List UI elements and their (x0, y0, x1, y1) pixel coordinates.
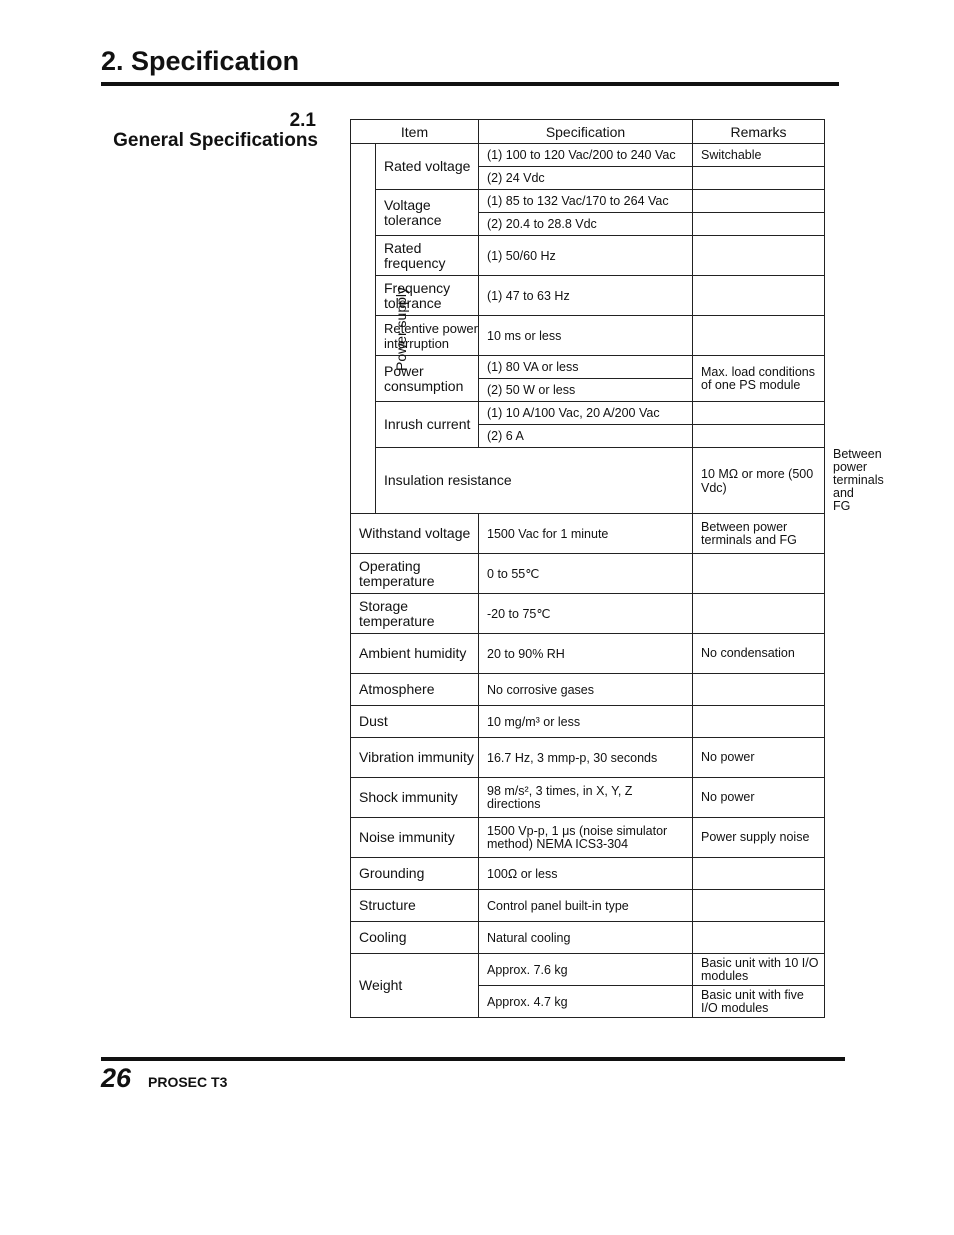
table-row (351, 554, 825, 594)
spec-cell: (1) 50/60 Hz (479, 236, 693, 276)
remark-cell (693, 213, 825, 236)
spec-cell: (1) 85 to 132 Vac/170 to 264 Vac (479, 190, 693, 213)
item-cell: Vibration immunity (351, 738, 479, 778)
remark-cell (693, 190, 825, 213)
remark-cell (693, 316, 825, 356)
remark-cell: Basic unit with five I/O modules (693, 986, 825, 1018)
table-row (351, 706, 825, 738)
product-name: PROSEC T3 (148, 1074, 228, 1090)
remark-cell (693, 594, 825, 634)
remark-cell: Switchable (693, 144, 825, 167)
item-cell: Operating temperature (351, 554, 479, 594)
table-row (351, 954, 825, 986)
item-cell: Grounding (351, 858, 479, 890)
item-cell: Retentive power interruption (376, 316, 479, 356)
remark-cell (693, 425, 825, 448)
table-row (351, 594, 825, 634)
item-cell: Atmosphere (351, 674, 479, 706)
table-row: Insulation resistance 10 MΩ or more (500 Vdc) Between power terminals and FG (351, 448, 825, 514)
item-cell: Storage temperature (351, 594, 479, 634)
footer-rule (101, 1057, 845, 1061)
spec-cell: -20 to 75℃ (479, 594, 693, 634)
spec-cell: 1500 Vp-p, 1 μs (noise simulator method) NEMA ICS3-304 (479, 818, 693, 858)
item-cell: Weight (351, 954, 479, 1018)
group-label-cell (351, 144, 410, 514)
remark-cell: No condensation (693, 634, 825, 674)
table-row (351, 818, 825, 858)
section-title: General Specifications (113, 130, 318, 151)
spec-cell: (1) 10 A/100 Vac, 20 A/200 Vac (479, 402, 693, 425)
section-number: 2.1 (289, 110, 316, 131)
table-row (351, 316, 825, 356)
column-header-item: Item (351, 120, 479, 144)
table-row (351, 674, 825, 706)
column-header-remarks: Remarks (693, 120, 825, 144)
spec-cell: Control panel built-in type (479, 890, 693, 922)
item-cell: Noise immunity (351, 818, 479, 858)
spec-cell: 98 m/s², 3 times, in X, Y, Z directions (479, 778, 693, 818)
spec-cell: 0 to 55℃ (479, 554, 693, 594)
item-cell: Withstand voltage (351, 514, 479, 554)
item-cell: Frequency tolerance (376, 276, 479, 316)
spec-cell: (2) 24 Vdc (479, 167, 693, 190)
spec-cell: (1) 100 to 120 Vac/200 to 240 Vac (479, 144, 693, 167)
spec-cell: Approx. 7.6 kg (479, 954, 693, 986)
table-row (351, 236, 825, 276)
item-cell: Voltage tolerance (376, 190, 479, 236)
spec-cell: No corrosive gases (479, 674, 693, 706)
spec-cell: (2) 20.4 to 28.8 Vdc (479, 213, 693, 236)
table-row (351, 144, 825, 167)
item-cell: Power consumption (376, 356, 479, 402)
item-cell: Shock immunity (351, 778, 479, 818)
remark-cell: No power (693, 738, 825, 778)
spec-cell: 20 to 90% RH (479, 634, 693, 674)
remark-cell (693, 674, 825, 706)
item-cell: Rated frequency (376, 236, 479, 276)
specification-table (350, 119, 884, 1018)
remark-cell (693, 276, 825, 316)
column-header-specification: Specification (479, 120, 693, 144)
table-row (351, 778, 825, 818)
item-cell: Ambient humidity (351, 634, 479, 674)
spec-cell: Natural cooling (479, 922, 693, 954)
table-row (351, 190, 825, 213)
table-row (351, 356, 825, 379)
remark-cell: Basic unit with 10 I/O modules (693, 954, 825, 986)
spec-cell: 1500 Vac for 1 minute (479, 514, 693, 554)
spec-cell: 16.7 Hz, 3 mmp-p, 30 seconds (479, 738, 693, 778)
remark-cell (693, 858, 825, 890)
table-row (351, 402, 825, 425)
remark-cell (693, 922, 825, 954)
table-row (351, 514, 825, 554)
table-row (351, 738, 825, 778)
remark-cell: No power (693, 778, 825, 818)
spec-cell: (2) 50 W or less (479, 379, 693, 402)
table-header-row (351, 120, 825, 144)
chapter-title: 2. Specification (101, 46, 300, 76)
remark-cell (693, 890, 825, 922)
remark-cell: Max. load conditions of one PS module (693, 356, 825, 402)
spec-cell: Approx. 4.7 kg (479, 986, 693, 1018)
remark-cell: Power supply noise (693, 818, 825, 858)
item-cell: Inrush current (376, 402, 479, 448)
remark-cell (693, 167, 825, 190)
table-row (351, 276, 825, 316)
spec-cell: 100Ω or less (479, 858, 693, 890)
spec-cell: 10 ms or less (479, 316, 693, 356)
remark-cell (693, 706, 825, 738)
table-row (351, 858, 825, 890)
item-cell: Dust (351, 706, 479, 738)
group-label-power-supply: Power supply (393, 286, 410, 371)
spec-cell: (1) 80 VA or less (479, 356, 693, 379)
remark-cell (693, 236, 825, 276)
spec-cell: (1) 47 to 63 Hz (479, 276, 693, 316)
item-cell: Structure (351, 890, 479, 922)
remark-cell (693, 554, 825, 594)
item-cell: Cooling (351, 922, 479, 954)
remark-cell: Between power terminals and FG (693, 514, 825, 554)
table-row (351, 890, 825, 922)
remark-cell (693, 402, 825, 425)
spec-cell: 10 mg/m³ or less (479, 706, 693, 738)
table-row (351, 922, 825, 954)
table-row (351, 634, 825, 674)
spec-cell: 10 MΩ or more (500 Vdc) (693, 448, 825, 514)
header-rule (101, 82, 839, 86)
page-number: 26 (101, 1063, 132, 1093)
item-cell: Rated voltage (376, 144, 479, 190)
item-cell: Insulation resistance (376, 448, 693, 514)
spec-cell: (2) 6 A (479, 425, 693, 448)
